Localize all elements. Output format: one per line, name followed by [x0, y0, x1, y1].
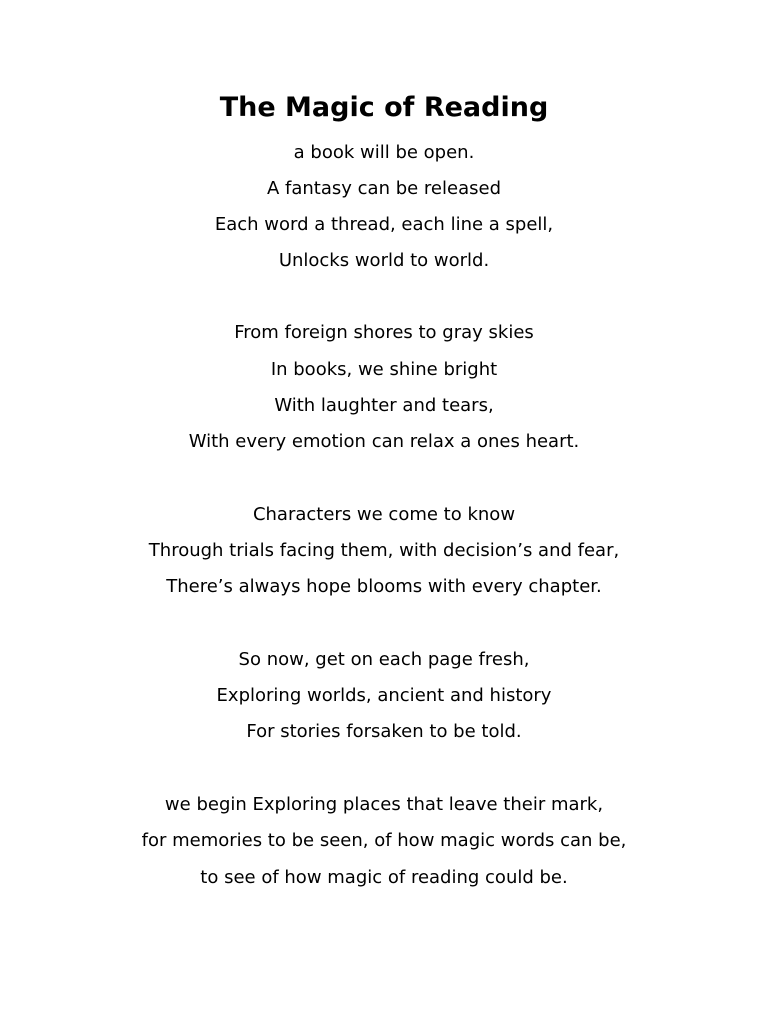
- poem-line: Characters we come to know: [252, 504, 516, 525]
- poem-line: In books, we shine bright: [270, 359, 498, 380]
- poem-line: A fantasy can be released: [267, 178, 501, 199]
- poem-line: For stories forsaken to be told.: [246, 721, 522, 742]
- poem-line: Each word a thread, each line a spell,: [214, 214, 554, 235]
- poem-line: Exploring worlds, ancient and history: [216, 685, 552, 706]
- poem-line: for memories to be seen, of how magic words can be,: [141, 830, 627, 851]
- poem-line: a book will be open.: [293, 142, 475, 163]
- poem-line: to see of how magic of reading could be.: [200, 867, 568, 888]
- poem-line: Through trials facing them, with decision’s and fear,: [148, 540, 620, 561]
- poem-line: With every emotion can relax a ones heart.: [188, 431, 580, 452]
- poem-line: we begin Exploring places that leave their mark,: [164, 794, 604, 815]
- poem-line: With laughter and tears,: [274, 395, 494, 416]
- poem-title: The Magic of Reading: [219, 92, 549, 123]
- poem-line: From foreign shores to gray skies: [234, 322, 534, 343]
- poem-line: There’s always hope blooms with every chapter.: [166, 576, 602, 597]
- poem-line: So now, get on each page fresh,: [238, 649, 530, 670]
- poem-line: Unlocks world to world.: [278, 250, 490, 271]
